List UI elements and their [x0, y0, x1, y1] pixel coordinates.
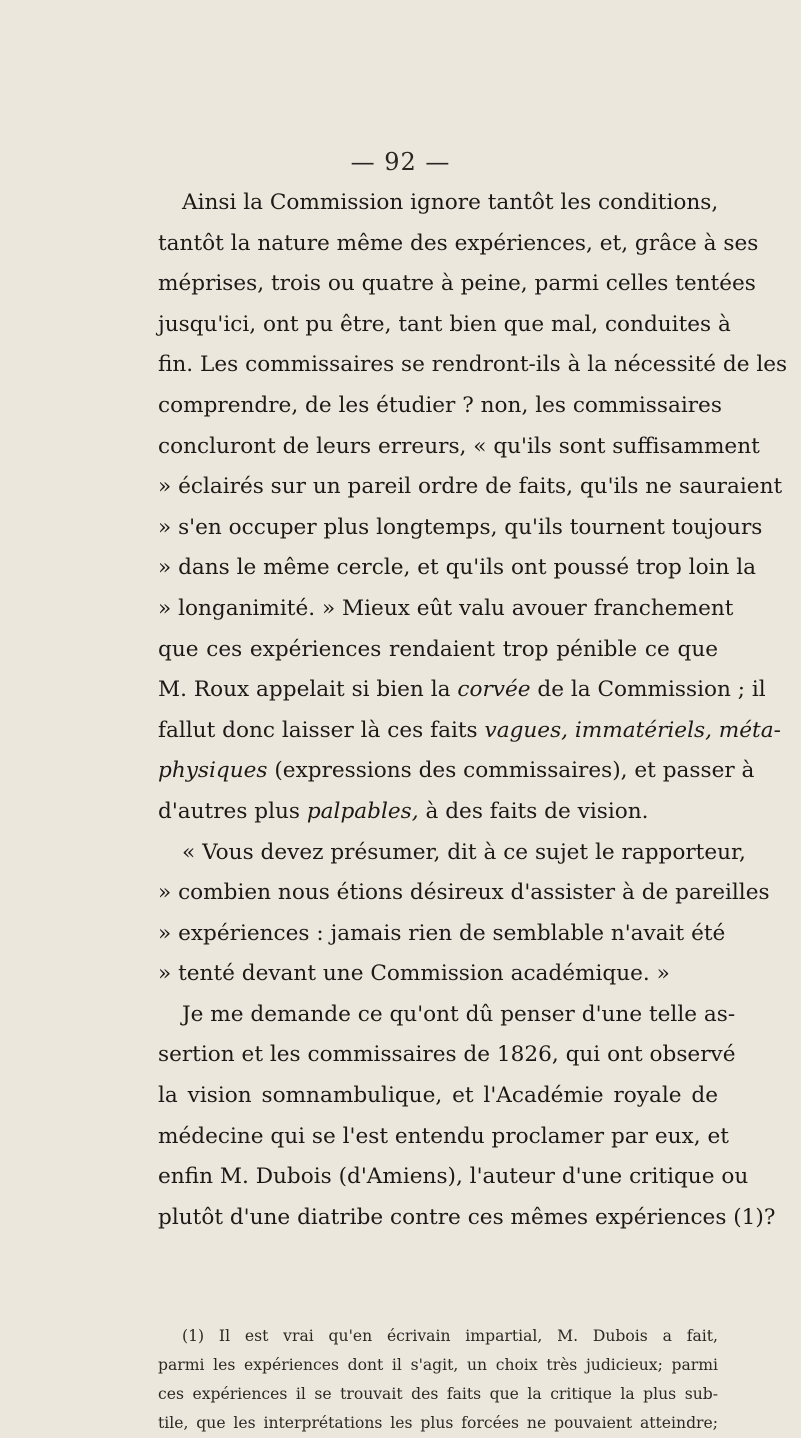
footnote — [158, 1322, 718, 1438]
text-line: » éclairés sur un pareil ordre de faits, qu'ils ne sauraient — [158, 474, 783, 500]
italic-run: corvée — [457, 677, 531, 703]
footnote-line: ces expériences il se trouvait des faits que la critique la plus sub- — [158, 1385, 718, 1403]
text-run: de la Commission ; il — [530, 677, 766, 703]
text-line: fin. Les commissaires se rendront-ils à la nécessité de les — [158, 352, 788, 378]
text-line: Ainsi la Commission ignore tantôt les conditions, — [182, 190, 719, 215]
italic-run: physiques — [158, 758, 268, 784]
text-run: à des faits de vision. — [418, 798, 649, 824]
text-line: médecine qui se l'est entendu proclamer par eux, et — [158, 1123, 729, 1149]
text-run: M. Roux appelait si bien la — [158, 677, 458, 703]
italic-run: palpables, — [306, 798, 419, 824]
text-line: méprises, trois ou quatre à peine, parmi celles tentées — [158, 271, 756, 297]
text-line: la vision somnambulique, et l'Académie royale de — [158, 1083, 718, 1109]
text-line: enfin M. Dubois (d'Amiens), l'auteur d'une critique ou — [158, 1164, 749, 1190]
footnote-line: (1) Il est vrai qu'en écrivain impartial, M. Dubois a fait, — [182, 1327, 718, 1345]
footnote-line: parmi les expériences dont il s'agit, un choix très judicieux; parmi — [158, 1356, 718, 1374]
text-line: concluront de leurs erreurs, « qu'ils sont suffisamment — [158, 433, 760, 459]
text-line — [158, 670, 766, 711]
text-line: » s'en occuper plus longtemps, qu'ils tournent toujours — [158, 514, 763, 540]
text-line: » expériences : jamais rien de semblable n'avait été — [158, 920, 726, 946]
page-number: — 92 — — [350, 148, 451, 176]
text-line: Je me demande ce qu'ont dû penser d'une telle as- — [182, 1001, 736, 1027]
text-line: comprendre, de les étudier ? non, les commissaires — [158, 392, 722, 418]
text-line: jusqu'ici, ont pu être, tant bien que mal, conduites à — [158, 311, 731, 337]
body-text — [158, 183, 788, 1238]
text-run: fallut donc laisser là ces faits — [158, 717, 485, 743]
text-line — [158, 792, 718, 833]
text-line: sertion et les commissaires de 1826, qui ont observé — [158, 1042, 736, 1068]
text-line: tantôt la nature même des expériences, et, grâce à ses — [158, 230, 759, 256]
footnote-line: tile, que les interprétations les plus forcées ne pouvaient atteindre; — [158, 1414, 718, 1432]
text-line: que ces expériences rendaient trop pénible ce que — [158, 636, 718, 662]
text-line: » tenté devant une Commission académique. » — [158, 961, 670, 987]
text-line — [158, 751, 755, 792]
text-line — [158, 711, 781, 752]
italic-run: vagues, immatériels, méta- — [484, 717, 781, 743]
text-run: d'autres plus — [158, 798, 307, 824]
text-line: plutôt d'une diatribe contre ces mêmes expériences (1)? — [158, 1204, 776, 1230]
text-line: » longanimité. » Mieux eût valu avouer franchement — [158, 595, 734, 621]
text-run: (expressions des commissaires), et passer à — [267, 758, 755, 784]
text-line: « Vous devez présumer, dit à ce sujet le rapporteur, — [182, 839, 746, 865]
text-line: » dans le même cercle, et qu'ils ont poussé trop loin la — [158, 555, 757, 581]
text-line: » combien nous étions désireux d'assister à de pareilles — [158, 880, 770, 906]
